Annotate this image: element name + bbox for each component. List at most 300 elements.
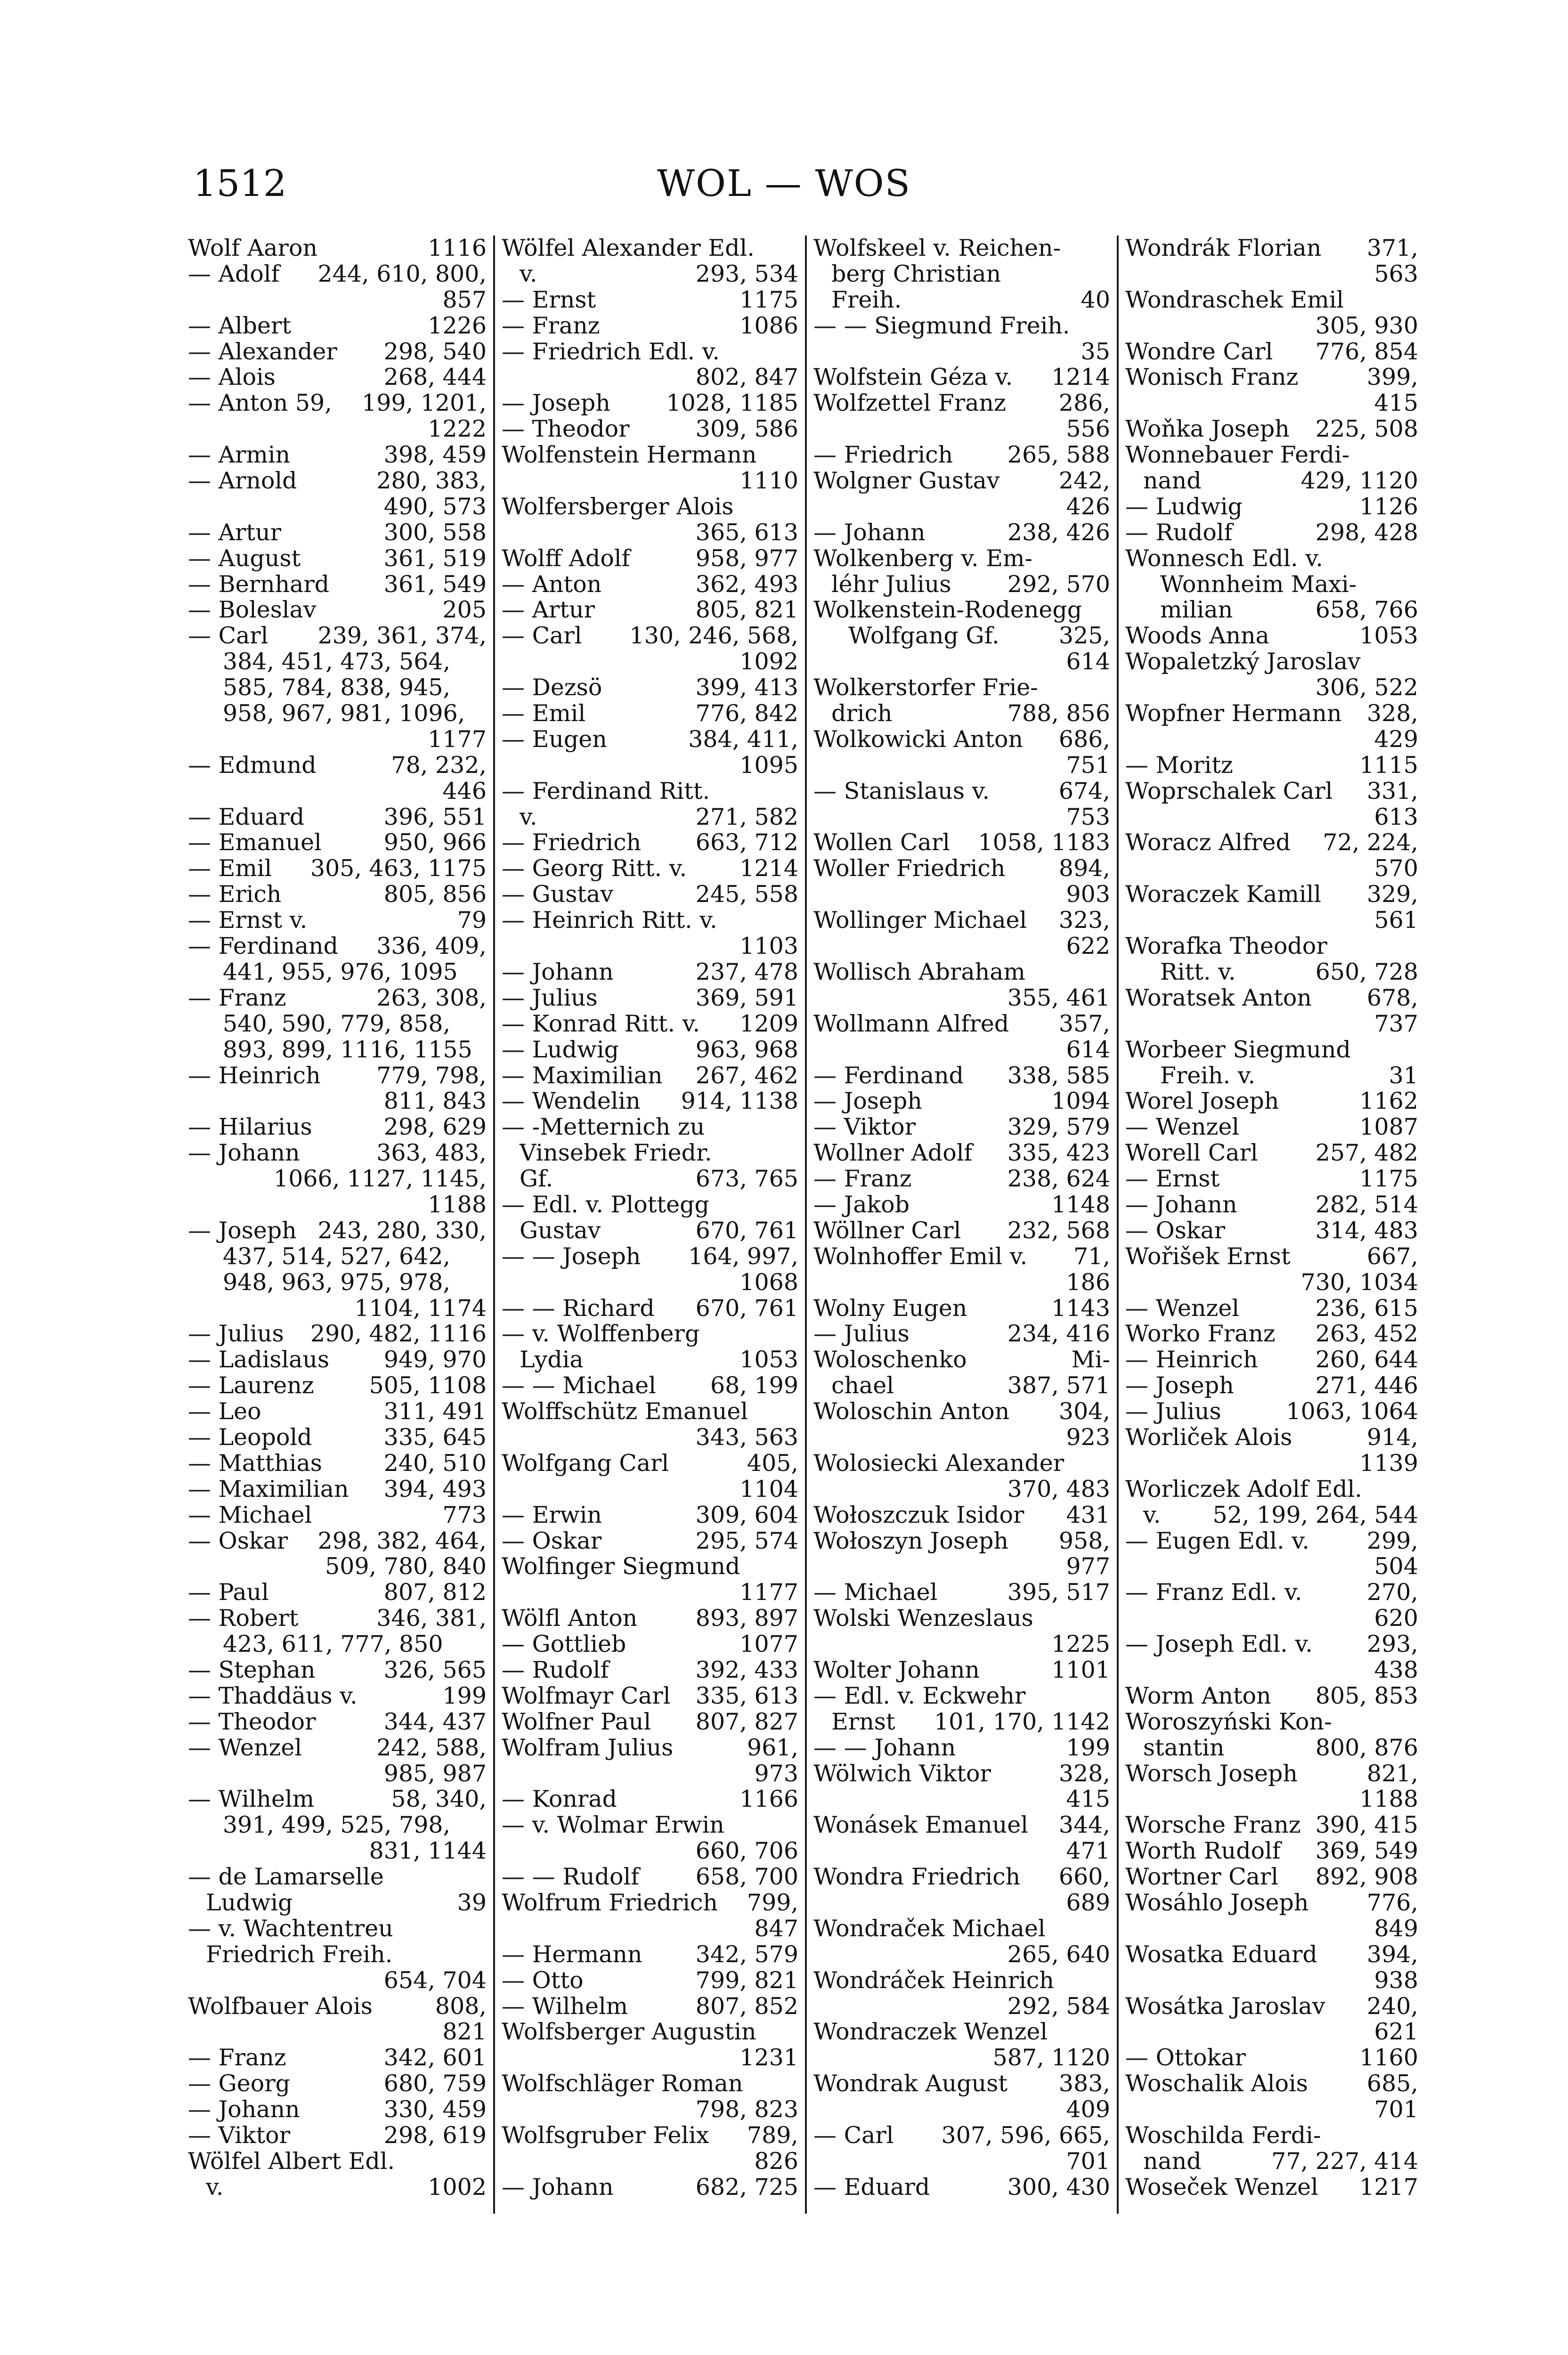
index-entry-line: [1125, 1787, 1418, 1812]
entry-page-refs: 292, 584: [1007, 1993, 1110, 2020]
index-entry-line: [1125, 1890, 1418, 1916]
entry-page-refs: 471: [1066, 1838, 1110, 1865]
entry-page-refs: 298, 629: [383, 1114, 487, 1141]
entry-name: Wölfl Anton: [502, 1606, 638, 1632]
entry-page-refs: 344, 437: [383, 1709, 487, 1735]
index-entry-line: [1125, 1037, 1418, 1063]
index-entry-line: [1125, 1968, 1418, 1994]
index-entry-line: [188, 1761, 487, 1787]
entry-name: — Johann: [1125, 1192, 1237, 1218]
entry-page-refs: 328,: [1366, 701, 1418, 727]
index-entry-line: [1125, 1140, 1418, 1166]
entry-name: — Joseph: [813, 1088, 922, 1115]
index-entry-line: [188, 2045, 487, 2071]
entry-page-refs: 311, 491: [383, 1399, 487, 1425]
entry-page-refs: 1126: [1359, 494, 1418, 520]
entry-page-refs: 336, 409,: [376, 934, 487, 959]
entry-name: — — Michael: [502, 1373, 656, 1399]
index-entry-line: [188, 1270, 487, 1296]
entry-name: — Georg: [188, 2071, 291, 2097]
entry-name: — Stephan: [188, 1657, 316, 1683]
index-entry-line: [813, 1192, 1110, 1218]
entry-name: — de Lamarselle: [188, 1864, 384, 1890]
index-entry-line: [502, 959, 798, 985]
entry-name: — Erwin: [502, 1502, 602, 1528]
entry-page-refs: 344,: [1058, 1812, 1110, 1839]
index-entry-line: [813, 882, 1110, 908]
index-entry-line: [188, 520, 487, 546]
entry-page-refs: 369, 591: [695, 985, 798, 1011]
entry-name: — Ottokar: [1125, 2045, 1246, 2071]
entry-page-refs: 505, 1108: [369, 1373, 487, 1399]
entry-page-refs: 307, 596, 665,: [941, 2123, 1110, 2149]
entry-page-refs: 808,: [435, 1993, 487, 2020]
entry-page-refs: 1068: [739, 1269, 798, 1296]
entry-name: v.: [520, 261, 537, 287]
entry-page-refs: 1092: [739, 649, 798, 675]
page-number: 1512: [193, 162, 287, 205]
entry-page-refs: 164, 997,: [688, 1243, 798, 1270]
entry-page-refs: 399, 413: [695, 675, 798, 701]
index-entry-line: [502, 1890, 798, 1916]
entry-name: — Ernst: [502, 287, 596, 313]
index-entry-line: [502, 1477, 798, 1502]
entry-name: Wölfel Alexander Edl.: [502, 236, 755, 261]
entry-page-refs: 620: [1374, 1606, 1418, 1632]
entry-page-refs: 335, 645: [383, 1424, 487, 1451]
entry-name: — Oskar: [188, 1528, 288, 1554]
entry-page-refs: 309, 604: [695, 1502, 798, 1528]
entry-page-refs: 52, 199, 264, 544: [1212, 1502, 1418, 1528]
entry-name: — Ernst v.: [188, 908, 308, 934]
entry-page-refs: 563: [1374, 261, 1418, 287]
index-entry-line: [502, 1321, 798, 1347]
entry-name: Worsch Joseph: [1125, 1761, 1298, 1787]
entry-page-refs: 263, 308,: [376, 985, 487, 1011]
entry-name: Wondra Friedrich: [813, 1864, 1021, 1890]
entry-name: Woschilda Ferdi-: [1125, 2123, 1321, 2149]
entry-name: — Arnold: [188, 468, 297, 494]
entry-page-refs: 807, 827: [695, 1709, 798, 1735]
entry-name: — — Johann: [813, 1735, 956, 1761]
index-entry-line: [188, 1812, 487, 1838]
entry-page-refs: 330, 459: [383, 2097, 487, 2123]
entry-page-refs: 31: [1389, 1063, 1418, 1089]
entry-name: — Heinrich: [188, 1063, 321, 1089]
index-entry-line: [502, 468, 798, 494]
index-entry-line: [188, 416, 487, 442]
index-entry-line: [502, 1296, 798, 1322]
entry-name: — Oskar: [1125, 1218, 1226, 1244]
entry-name: — Dezsö: [502, 675, 602, 701]
entry-name: — Ladislaus: [188, 1347, 330, 1373]
entry-name: — v. Wolmar Erwin: [502, 1812, 724, 1839]
entry-page-refs: 686,: [1058, 726, 1110, 753]
entry-page-refs: 857: [442, 287, 487, 313]
index-entry-line: [502, 727, 798, 753]
entry-name: — Edl. v. Eckwehr: [813, 1683, 1026, 1709]
entry-name: — Eugen: [502, 726, 607, 753]
index-entry-line: [1125, 313, 1418, 339]
index-entry-line: [188, 1657, 487, 1683]
index-entry-line: [1125, 959, 1418, 985]
index-entry-line: [1125, 2019, 1418, 2045]
index-entry-line: [1125, 1554, 1418, 1580]
index-entry-line: [813, 546, 1110, 572]
entry-name: Wolfgang Gf.: [848, 623, 999, 650]
index-entry-line: [188, 1968, 487, 1994]
entry-page-refs: 1028, 1185: [666, 390, 798, 417]
index-entry-line: [502, 1632, 798, 1657]
entry-name: Wolkenberg v. Em-: [813, 545, 1032, 572]
entry-page-refs: 101, 170, 1142: [934, 1709, 1110, 1735]
entry-name: Ludwig: [206, 1890, 293, 1916]
entry-page-refs: 1063, 1064: [1286, 1399, 1418, 1425]
entry-page-refs: 328,: [1058, 1761, 1110, 1787]
entry-name: — Moritz: [1125, 752, 1233, 779]
entry-page-refs: 58, 340,: [391, 1787, 487, 1813]
entry-name: Wolfschläger Roman: [502, 2071, 743, 2097]
index-entry-line: [502, 442, 798, 468]
entry-page-refs: 701: [1066, 2148, 1110, 2175]
index-entry-line: [1125, 934, 1418, 959]
entry-name: Ernst: [831, 1709, 895, 1735]
entry-name: Woratsek Anton: [1125, 985, 1312, 1011]
index-entry-line: [1125, 1114, 1418, 1140]
entry-page-refs: 826: [754, 2148, 798, 2175]
entry-name: Wosátka Jaroslav: [1125, 1993, 1325, 2020]
index-entry-line: [502, 1192, 798, 1218]
entry-name: Woller Friedrich: [813, 856, 1006, 882]
index-entry-line: [188, 1088, 487, 1114]
index-entry-line: [502, 1140, 798, 1166]
entry-page-refs: 325,: [1058, 623, 1110, 650]
entry-page-refs: 405,: [747, 1450, 798, 1477]
entry-name: — Michael: [188, 1502, 312, 1528]
index-entry-line: [813, 468, 1110, 494]
entry-name: — Theodor: [502, 416, 630, 443]
entry-page-refs: 961,: [747, 1735, 798, 1761]
index-entry-line: [188, 804, 487, 830]
entry-page-refs: 1116: [428, 236, 487, 261]
entry-name: — Theodor: [188, 1709, 316, 1735]
entry-name: — Heinrich Ritt. v.: [502, 908, 717, 934]
entry-page-refs: 811, 843: [383, 1088, 487, 1115]
index-entry-line: [813, 1554, 1110, 1580]
index-entry-line: [502, 649, 798, 675]
entry-page-refs: 805, 853: [1315, 1683, 1418, 1709]
entry-page-refs: 293, 534: [695, 261, 798, 287]
entry-page-refs: 779, 798,: [376, 1063, 487, 1089]
index-entry-line: [188, 1632, 487, 1657]
entry-name: drich: [831, 701, 893, 727]
entry-page-refs: 309, 586: [695, 416, 798, 443]
index-entry-line: [1125, 1296, 1418, 1322]
entry-name: — Bernhard: [188, 571, 330, 598]
index-entry-line: [1125, 597, 1418, 623]
index-entry-line: [813, 287, 1110, 313]
index-entry-line: [502, 390, 798, 416]
entry-page-refs: 242, 588,: [376, 1735, 487, 1761]
entry-name: — Joseph Edl. v.: [1125, 1632, 1313, 1657]
entry-name: — Konrad Ritt. v.: [502, 1011, 700, 1037]
entry-name: — Wenzel: [188, 1735, 302, 1761]
entry-page-refs: Mi-: [1071, 1347, 1110, 1373]
index-entry-line: [502, 1347, 798, 1373]
entry-page-refs: 323,: [1058, 908, 1110, 934]
entry-page-refs: 799,: [747, 1890, 798, 1916]
entry-name: — Eugen Edl. v.: [1125, 1528, 1309, 1554]
index-entry-line: [813, 959, 1110, 985]
entry-name: Wondráček Heinrich: [813, 1967, 1054, 1994]
entry-page-refs: 831, 1144: [369, 1838, 487, 1865]
index-entry-line: [1125, 1347, 1418, 1373]
index-entry-line: [1125, 1683, 1418, 1709]
entry-name: Wolff Adolf: [502, 545, 630, 572]
index-entry-line: [813, 1632, 1110, 1657]
entry-page-refs: 730, 1034: [1300, 1269, 1418, 1296]
entry-page-refs: 1175: [739, 287, 798, 313]
index-entry-line: [502, 675, 798, 701]
entry-name: Worm Anton: [1125, 1683, 1271, 1709]
entry-name: — Ludwig: [1125, 494, 1243, 520]
entry-page-refs: 1177: [739, 1580, 798, 1606]
entry-page-refs: 429: [1374, 726, 1418, 753]
entry-name: — Erich: [188, 882, 282, 908]
entry-page-refs: 614: [1066, 1037, 1110, 1063]
entry-page-refs: 286,: [1058, 390, 1110, 417]
entry-name: léhr Julius: [831, 571, 951, 598]
index-entry-line: [1125, 649, 1418, 675]
entry-page-refs: 973: [754, 1761, 798, 1787]
entry-name: Woschalik Alois: [1125, 2071, 1308, 2097]
entry-name: — Johann: [502, 959, 614, 985]
index-entry-line: [502, 1270, 798, 1296]
entry-name: — Boleslav: [188, 597, 317, 624]
entry-name: — Edmund: [188, 752, 317, 779]
entry-name: Wopfner Hermann: [1125, 701, 1342, 727]
entry-name: — Emil: [188, 856, 272, 882]
entry-name: Worafka Theodor: [1125, 934, 1327, 959]
entry-page-refs: 234, 416: [1007, 1321, 1110, 1348]
entry-page-refs: 660, 706: [695, 1838, 798, 1865]
index-entry-line: [1125, 416, 1418, 442]
index-entry-line: [813, 1735, 1110, 1761]
entry-page-refs: 295, 574: [695, 1528, 798, 1554]
entry-name: Worliczek Adolf Edl.: [1125, 1476, 1362, 1502]
index-entry-line: [813, 2149, 1110, 2175]
entry-page-refs: 329,: [1366, 882, 1418, 908]
entry-page-refs: 622: [1066, 934, 1110, 959]
index-entry-line: [813, 753, 1110, 779]
entry-page-refs: 239, 361, 374,: [317, 623, 487, 650]
entry-page-refs: 682, 725: [695, 2174, 798, 2201]
entry-name: — Laurenz: [188, 1373, 314, 1399]
entry-name: Wollinger Michael: [813, 908, 1027, 934]
entry-page-refs: 1217: [1359, 2174, 1418, 2201]
entry-name: Woseček Wenzel: [1125, 2174, 1318, 2201]
entry-page-refs: 776, 854: [1315, 339, 1418, 365]
index-entry-line: [502, 804, 798, 830]
index-entry-line: [502, 1011, 798, 1037]
entry-page-refs: 342, 579: [695, 1941, 798, 1968]
index-entry-line: [813, 1502, 1110, 1528]
index-entry-line: [502, 856, 798, 882]
entry-page-refs: 490, 573: [383, 494, 487, 520]
entry-page-refs: 985, 987: [383, 1761, 487, 1787]
index-entry-line: [813, 727, 1110, 753]
entry-page-refs: 271, 446: [1315, 1373, 1418, 1399]
entry-name: Wolfinger Siegmund: [502, 1554, 740, 1580]
index-entry-line: [188, 546, 487, 572]
index-entry-line: [502, 416, 798, 442]
entry-page-refs: 1077: [739, 1632, 798, 1657]
entry-name: Wolosiecki Alexander: [813, 1450, 1064, 1477]
entry-name: Wosatka Eduard: [1125, 1941, 1317, 1968]
entry-page-refs: 79: [457, 908, 487, 934]
entry-name: — Joseph: [188, 1218, 297, 1244]
entry-name: — Heinrich: [1125, 1347, 1258, 1373]
entry-name: nand: [1143, 468, 1202, 494]
index-entry-line: [188, 2019, 487, 2045]
index-entry-line: [1125, 623, 1418, 649]
index-entry-line: [502, 830, 798, 856]
entry-page-refs: 260, 644: [1315, 1347, 1418, 1373]
entry-name: Friedrich Freih.: [206, 1941, 393, 1968]
entry-page-refs: 849: [1374, 1916, 1418, 1942]
entry-name: Wolkowicki Anton: [813, 726, 1024, 753]
entry-name: — Anton: [502, 571, 602, 598]
entry-name: — Wenzel: [1125, 1114, 1239, 1141]
entry-page-refs: 240, 510: [383, 1450, 487, 1477]
entry-page-refs: 1058, 1183: [978, 830, 1110, 856]
entry-page-refs: 314, 483: [1315, 1218, 1418, 1244]
index-entry-line: [1125, 2045, 1418, 2071]
entry-name: — Hermann: [502, 1941, 642, 1968]
index-entry-line: [188, 1916, 487, 1942]
index-entry-line: [1125, 287, 1418, 313]
entry-name: Worth Rudolf: [1125, 1838, 1281, 1865]
entry-page-refs: 1087: [1359, 1114, 1418, 1141]
entry-page-refs: 392, 433: [695, 1657, 798, 1683]
entry-name: — Oskar: [502, 1528, 602, 1554]
index-entry-line: [188, 1063, 487, 1089]
entry-name: Wolfsgruber Felix: [502, 2123, 709, 2149]
index-entry-line: [502, 1838, 798, 1864]
entry-name: Woraczek Kamill: [1125, 882, 1321, 908]
entry-page-refs: 821: [442, 2019, 487, 2046]
entry-page-refs: 398, 459: [383, 442, 487, 469]
entry-name: Vinsebek Friedr.: [520, 1140, 712, 1167]
index-entry-line: [188, 1787, 487, 1812]
index-entry-line: [813, 1528, 1110, 1554]
entry-name: — Franz: [813, 1166, 912, 1192]
index-entry-line: [502, 934, 798, 959]
index-entry-line: [502, 1166, 798, 1192]
index-entry-line: [188, 727, 487, 753]
entry-page-refs: 240,: [1366, 1993, 1418, 2020]
index-entry-line: [813, 236, 1110, 261]
entry-page-refs: 305, 463, 1175: [310, 856, 487, 882]
entry-page-refs: 1162: [1359, 1088, 1418, 1115]
index-entry-line: [188, 1166, 487, 1192]
entry-name: — Alois: [188, 365, 276, 391]
entry-page-refs: 306, 522: [1315, 675, 1418, 701]
index-entry-line: [502, 1502, 798, 1528]
entry-page-refs: 689: [1066, 1890, 1110, 1916]
entry-name: — Artur: [188, 520, 282, 546]
index-entry-line: [813, 1011, 1110, 1037]
entry-name: — Wilhelm: [502, 1993, 628, 2020]
entry-page-refs: 504: [1374, 1554, 1418, 1580]
entry-page-refs: 658, 766: [1315, 597, 1418, 624]
index-entry-line: [1125, 1657, 1418, 1683]
index-entry-line: [813, 1244, 1110, 1270]
index-entry-line: [813, 1114, 1110, 1140]
entry-name: Wosáhlo Joseph: [1125, 1890, 1309, 1916]
entry-page-refs: 242,: [1058, 468, 1110, 494]
index-entry-line: [502, 1994, 798, 2020]
index-entry-line: [1125, 1218, 1418, 1244]
index-entry-line: [1125, 1735, 1418, 1761]
entry-page-refs: 821,: [1366, 1761, 1418, 1787]
index-entry-line: [1125, 2097, 1418, 2123]
entry-page-refs: 737: [1374, 1011, 1418, 1037]
entry-page-refs: 1104: [739, 1476, 798, 1502]
index-entry-line: [1125, 339, 1418, 365]
entry-page-refs: 130, 246, 568,: [629, 623, 798, 650]
index-entry-line: [502, 2149, 798, 2175]
entry-name: Wolnhoffer Emil v.: [813, 1243, 1028, 1270]
entry-page-refs: 268, 444: [383, 365, 487, 391]
entry-name: Wollmann Alfred: [813, 1011, 1009, 1037]
entry-name: — Georg Ritt. v.: [502, 856, 687, 882]
index-entry-line: [813, 804, 1110, 830]
index-entry-line: [502, 1683, 798, 1709]
index-entry-line: [502, 1037, 798, 1063]
entry-name: — Emil: [502, 701, 586, 727]
index-entry-line: [813, 830, 1110, 856]
entry-name: — Julius: [1125, 1399, 1221, 1425]
entry-name: — Ferdinand Ritt.: [502, 778, 710, 804]
index-entry-line: [188, 908, 487, 934]
index-entry-line: [188, 856, 487, 882]
entry-page-refs: 290, 482, 1116: [310, 1321, 487, 1348]
index-entry-line: [188, 649, 487, 675]
entry-name: — Ferdinand: [188, 934, 339, 959]
index-entry-line: [1125, 1528, 1418, 1554]
entry-page-refs: 670, 761: [695, 1218, 798, 1244]
entry-page-refs: 438: [1374, 1657, 1418, 1683]
index-entry-line: [813, 1088, 1110, 1114]
index-entry-line: [1125, 1192, 1418, 1218]
index-entry-line: [502, 1812, 798, 1838]
index-entry-line: [188, 236, 487, 261]
entry-page-refs: 805, 821: [695, 597, 798, 624]
entry-page-refs: 847: [754, 1916, 798, 1942]
entry-page-refs: 68, 199: [710, 1373, 798, 1399]
index-entry-line: [502, 365, 798, 390]
index-entry-line: [813, 701, 1110, 727]
entry-name: Wonnesch Edl. v.: [1125, 545, 1323, 572]
index-entry-line: [502, 1399, 798, 1425]
entry-page-refs: 650, 728: [1315, 959, 1418, 985]
index-entry-line: [188, 261, 487, 287]
entry-name: — v. Wolffenberg: [502, 1321, 700, 1348]
entry-name: 441, 955, 976, 1095: [223, 959, 458, 985]
entry-name: Woods Anna: [1125, 623, 1269, 650]
entry-page-refs: 415: [1374, 390, 1418, 417]
